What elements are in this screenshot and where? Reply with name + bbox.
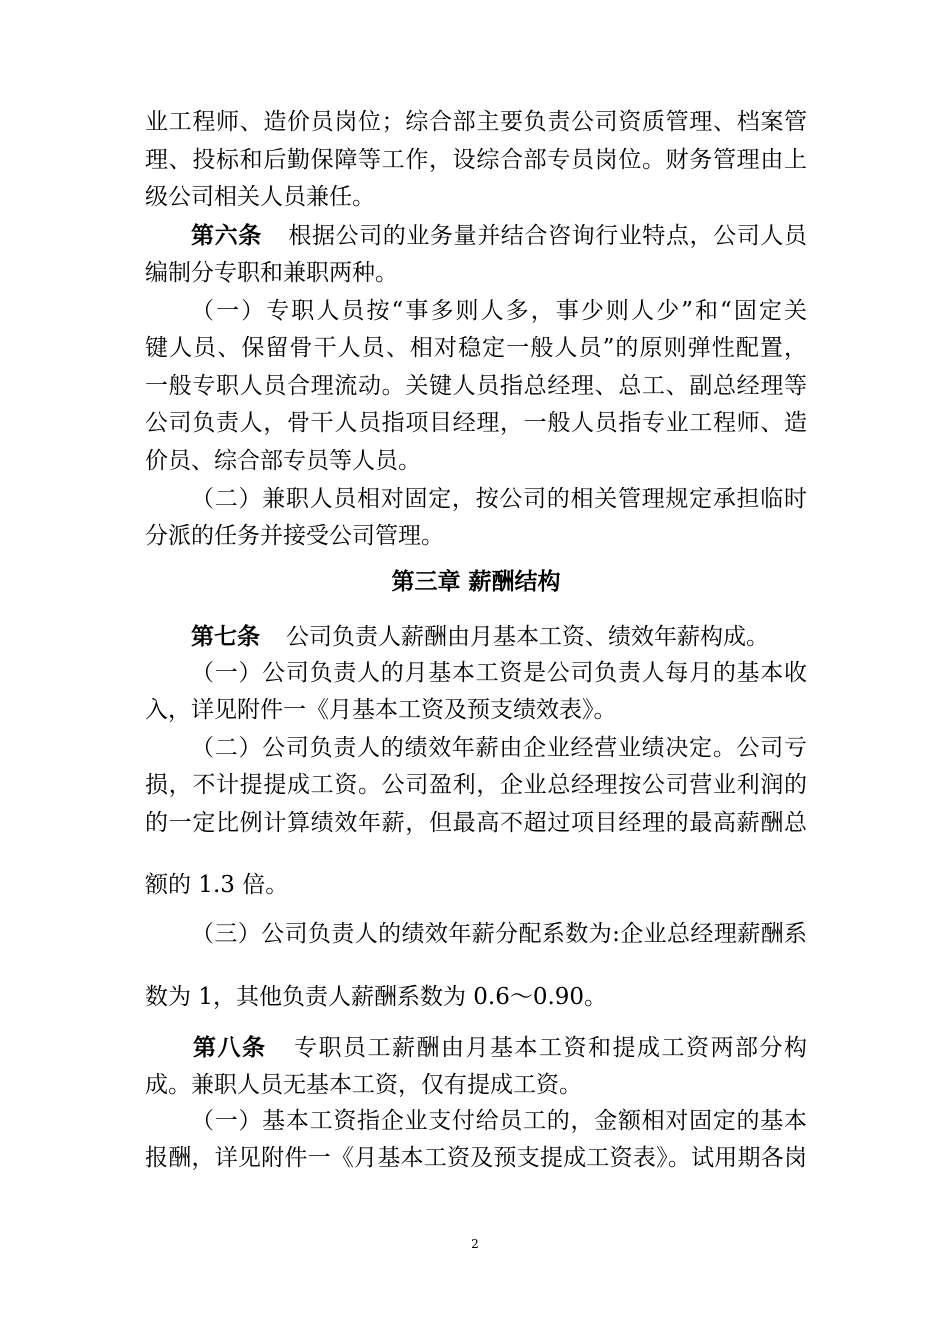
text-line: 级公司相关人员兼任。 [145, 184, 375, 210]
article-label: 第六条 [191, 222, 262, 249]
text-line: 业工程师、造价员岗位；综合部主要负责公司资质管理、档案管 [145, 109, 807, 135]
text-line: （三）公司负责人的绩效年薪分配系数为:企业总经理薪酬系 [191, 921, 807, 947]
text-line: （一）公司负责人的月基本工资是公司负责人每月的基本收 [191, 660, 807, 686]
article-6-line [191, 219, 807, 253]
article-label: 第七条 [191, 623, 260, 650]
text-line: （一）专职人员按“事多则人多，事少则人少”和“固定关 [191, 298, 807, 324]
text-line: （一）基本工资指企业支付给员工的，金额相对固定的基本 [191, 1108, 807, 1134]
article-7-line [191, 620, 807, 654]
text-line: 理、投标和后勤保障等工作，设综合部专员岗位。财务管理由上 [145, 147, 807, 173]
text-line: 分派的任务并接受公司管理。 [145, 523, 444, 549]
text-line: 的一定比例计算绩效年薪，但最高不超过项目经理的最高薪酬总 [145, 810, 807, 836]
text-line: 一般专职人员合理流动。关键人员指总经理、总工、副总经理等 [145, 373, 807, 399]
article-label: 第八条 [193, 1034, 267, 1061]
text-line: 数为 1，其他负责人薪酬系数为 0.6～0.90。 [145, 984, 608, 1010]
article-text: 公司负责人薪酬由月基本工资、绩效年薪构成。 [286, 624, 769, 650]
page-number: 2 [471, 1237, 479, 1251]
text-line: 成。兼职人员无基本工资，仅有提成工资。 [145, 1072, 582, 1098]
text-line: 入，详见附件一《月基本工资及预支绩效表》。 [145, 697, 617, 723]
text-line: 额的 1.3 倍。 [145, 872, 289, 898]
text-line: 编制分专职和兼职两种。 [145, 260, 398, 286]
text-line: 价员、综合部专员等人员。 [145, 448, 421, 474]
text-line: （二）公司负责人的绩效年薪由企业经营业绩决定。公司亏 [191, 735, 807, 761]
text-line: （二）兼职人员相对固定，按公司的相关管理规定承担临时 [191, 486, 807, 512]
chapter-heading: 第三章 薪酬结构 [391, 569, 561, 595]
text-line: 公司负责人，骨干人员指项目经理，一般人员指专业工程师、造 [145, 410, 807, 436]
article-text: 专职员工薪酬由月基本工资和提成工资两部分构 [292, 1035, 807, 1061]
article-text: 根据公司的业务量并结合咨询行业特点，公司人员 [287, 223, 808, 249]
article-8-line [193, 1031, 807, 1065]
text-line: 键人员、保留骨干人员、相对稳定一般人员”的原则弹性配置， [145, 335, 807, 361]
text-line: 损，不计提提成工资。公司盈利，企业总经理按公司营业利润的 [145, 772, 807, 798]
text-line: 报酬，详见附件一《月基本工资及预支提成工资表》。试用期各岗 [145, 1145, 807, 1171]
